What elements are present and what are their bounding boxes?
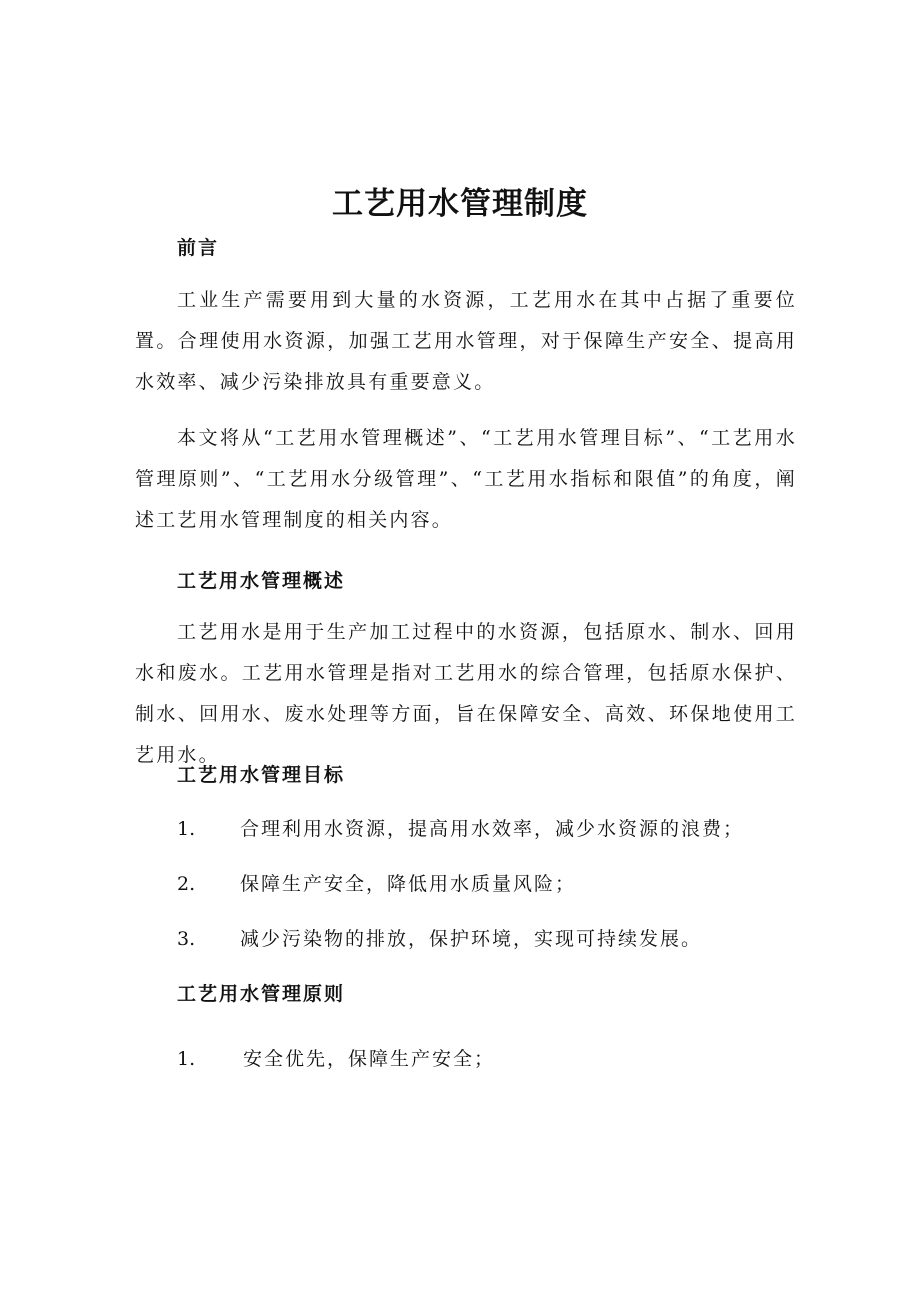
preface-paragraph-1: 工业生产需要用到大量的水资源，工艺用水在其中占据了重要位置。合理使用水资源，加强工艺用水管理，对于保障生产安全、提高用水效率、减少污染排放具有重要意义。 (135, 289, 797, 393)
principle-item-1 (177, 1044, 495, 1071)
principle-item-number: 1. (177, 1048, 196, 1070)
goal-item-1 (177, 814, 744, 841)
goal-item-2 (177, 869, 576, 896)
preface-paragraph-2: 本文将从“工艺用水管理概述”、“工艺用水管理目标”、“工艺用水管理原则”、“工艺用水分级管理”、“工艺用水指标和限值”的角度，阐述工艺用水管理制度的相关内容。 (135, 427, 797, 531)
goal-item-number: 1. (177, 818, 196, 840)
goal-item-number: 3. (177, 928, 196, 950)
goal-item-number: 2. (177, 873, 196, 895)
preface-heading: 前言 (177, 237, 220, 259)
overview-heading: 工艺用水管理概述 (177, 570, 346, 592)
principles-heading: 工艺用水管理原则 (177, 983, 346, 1005)
principle-item-text: 安全优先，保障生产安全； (243, 1048, 496, 1070)
overview-paragraph: 工艺用水是用于生产加工过程中的水资源，包括原水、制水、回用水和废水。工艺用水管理是指对工艺用水的综合管理，包括原水保护、制水、回用水、废水处理等方面，旨在保障安全、高效、环保地使用工艺用水。 (135, 621, 797, 766)
goal-item-text: 保障生产安全，降低用水质量风险； (240, 873, 577, 895)
goal-item-3 (177, 924, 702, 951)
goals-heading: 工艺用水管理目标 (177, 764, 346, 786)
goal-item-text: 合理利用水资源，提高用水效率，减少水资源的浪费； (240, 818, 745, 840)
goal-item-text: 减少污染物的排放，保护环境，实现可持续发展。 (240, 928, 703, 950)
document-title: 工艺用水管理制度 (332, 186, 588, 222)
